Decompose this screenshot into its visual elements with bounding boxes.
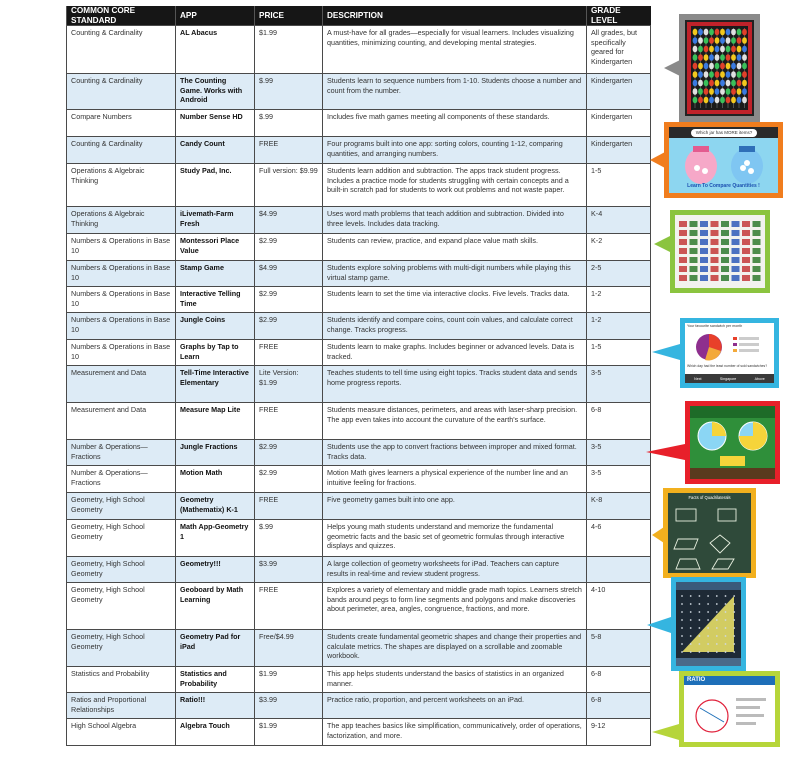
cell-standard: Compare Numbers <box>67 110 176 137</box>
candy-caption: Learn To Compare Quantities ! <box>687 183 760 189</box>
cell-app: Number Sense HD <box>176 110 255 137</box>
cell-description: Uses word math problems that teach addition and subtraction. Divided into three levels. Includes data tracking. <box>323 207 587 234</box>
cell-grade: 3-5 <box>587 466 651 493</box>
cell-standard: Geometry, High School Geometry <box>67 583 176 630</box>
cell-standard: Operations & Algebraic Thinking <box>67 207 176 234</box>
montessori-screenshot <box>670 210 770 293</box>
graph-btn-above[interactable]: Above <box>754 376 765 381</box>
cell-description: Teaches students to tell time using eight topics. Tracks student data and sends home progress reports. <box>323 366 587 403</box>
cell-app: Geometry (Mathematix) K-1 <box>176 493 255 520</box>
candy-prompt: Which jar has MORE items? <box>691 129 757 137</box>
cell-price: $2.99 <box>255 440 323 466</box>
cell-app: Measure Map Lite <box>176 403 255 440</box>
place-value-grid-icon <box>675 215 765 288</box>
table-row <box>67 287 651 313</box>
cell-description: Students learn to make graphs. Includes beginner or advanced levels. Data is tracked. <box>323 340 587 366</box>
table-row <box>67 261 651 287</box>
cell-standard: Numbers & Operations in Base 10 <box>67 287 176 313</box>
cell-app: Study Pad, Inc. <box>176 164 255 207</box>
table-row <box>67 403 651 440</box>
cell-grade: K-8 <box>587 493 651 520</box>
cell-grade: K-4 <box>587 207 651 234</box>
cell-price: $1.99 <box>255 719 323 746</box>
cell-grade: 5-8 <box>587 630 651 667</box>
cell-app: Candy Count <box>176 137 255 164</box>
cell-description: Students measure distances, perimeters, and areas with laser-sharp precision. The app even takes into account the curvature of the earth's surface. <box>323 403 587 440</box>
cell-description: Five geometry games built into one app. <box>323 493 587 520</box>
cell-app: Geoboard by Math Learning <box>176 583 255 630</box>
table-row <box>67 164 651 207</box>
cell-description: Motion Math gives learners a physical experience of the number line and an intuitive feeling for fractions. <box>323 466 587 493</box>
table-row <box>67 557 651 583</box>
table-row <box>67 719 651 746</box>
cell-price: $2.99 <box>255 313 323 340</box>
abacus-icon <box>685 20 754 116</box>
cell-app: Tell-Time Interactive Elementary <box>176 366 255 403</box>
cell-price: FREE <box>255 583 323 630</box>
cell-grade <box>587 557 651 583</box>
cell-grade: K-2 <box>587 234 651 261</box>
cell-app: Graphs by Tap to Learn <box>176 340 255 366</box>
cell-description: Students learn to sequence numbers from 1-10. Students choose a number and count from the number. <box>323 74 587 110</box>
quadrilaterals-icon <box>668 503 751 573</box>
cell-price: FREE <box>255 403 323 440</box>
table-row <box>67 340 651 366</box>
col-description: DESCRIPTION <box>323 6 587 26</box>
cell-price: $4.99 <box>255 261 323 287</box>
cell-price: $3.99 <box>255 557 323 583</box>
cell-grade: 3-5 <box>587 440 651 466</box>
ratio-logo: RATIO <box>687 677 706 683</box>
cell-app: Geometry Pad for iPad <box>176 630 255 667</box>
cell-standard: Numbers & Operations in Base 10 <box>67 234 176 261</box>
col-app: APP <box>176 6 255 26</box>
cell-description: Includes five math games meeting all components of these standards. <box>323 110 587 137</box>
candy-count-screenshot <box>664 122 783 198</box>
col-standard: COMMON CORE STANDARD <box>67 6 176 26</box>
cell-app: The Counting Game. Works with Android <box>176 74 255 110</box>
cell-standard: Geometry, High School Geometry <box>67 493 176 520</box>
cell-grade: 6-8 <box>587 403 651 440</box>
cell-app: Motion Math <box>176 466 255 493</box>
pie-chart-icon <box>685 331 774 363</box>
cell-app: Geometry!!! <box>176 557 255 583</box>
table-row <box>67 366 651 403</box>
cell-description: Practice ratio, proportion, and percent worksheets on an iPad. <box>323 693 587 719</box>
table-row <box>67 207 651 234</box>
cell-grade: 4-10 <box>587 583 651 630</box>
cell-standard: Number & Operations—Fractions <box>67 466 176 493</box>
cell-grade: Kindergarten <box>587 137 651 164</box>
cell-grade: 1-2 <box>587 287 651 313</box>
cell-description: Students identify and compare coins, count coin values, and calculate correct change. Tracks progress. <box>323 313 587 340</box>
cell-price: FREE <box>255 493 323 520</box>
col-grade: GRADE LEVEL <box>587 6 651 26</box>
cell-description: Explores a variety of elementary and middle grade math topics. Learners stretch bands around pegs to form line segments and polygons and make discoveries about perimeter, area, angles, congruence, fractions, and more. <box>323 583 587 630</box>
cell-app: Algebra Touch <box>176 719 255 746</box>
cell-price: FREE <box>255 340 323 366</box>
ratio-diagram-icon <box>684 686 775 742</box>
cell-price: $.99 <box>255 74 323 110</box>
cell-description: Students learn to set the time via interactive clocks. Five levels. Tracks data. <box>323 287 587 313</box>
apps-table <box>66 6 651 746</box>
cell-app: Math App-Geometry 1 <box>176 520 255 557</box>
fraction-circles-icon <box>690 406 775 479</box>
cell-price: $2.99 <box>255 287 323 313</box>
cell-app: Ratio!!! <box>176 693 255 719</box>
cell-app: Montessori Place Value <box>176 234 255 261</box>
cell-standard: Geometry, High School Geometry <box>67 630 176 667</box>
cell-description: This app helps students understand the basics of statistics in an organized manner. <box>323 667 587 693</box>
cell-grade: All grades, but specifically geared for Kindergarten <box>587 26 651 74</box>
cell-grade: Kindergarten <box>587 74 651 110</box>
cell-description: Students create fundamental geometric shapes and change their properties and calculate metrics. The shapes are displayed on a scrollable and zoomable workbook. <box>323 630 587 667</box>
geoboard-icon <box>676 582 741 666</box>
cell-standard: Number & Operations—Fractions <box>67 440 176 466</box>
header-row <box>67 6 651 26</box>
cell-standard: Counting & Cardinality <box>67 26 176 74</box>
cell-grade: 1-5 <box>587 164 651 207</box>
table-row <box>67 520 651 557</box>
cell-standard: Ratios and Proportional Relationships <box>67 693 176 719</box>
geoboard-screenshot <box>671 577 746 671</box>
cell-grade: 1-2 <box>587 313 651 340</box>
cell-description: Students explore solving problems with multi-digit numbers while playing this virtual stamp game. <box>323 261 587 287</box>
col-price: PRICE <box>255 6 323 26</box>
cell-app: Stamp Game <box>176 261 255 287</box>
table-row <box>67 466 651 493</box>
cell-grade: 9-12 <box>587 719 651 746</box>
cell-app: iLivemath-Farm Fresh <box>176 207 255 234</box>
cell-standard: Geometry, High School Geometry <box>67 520 176 557</box>
table-row <box>67 583 651 630</box>
geometry-title: Facts of Quadrilaterals <box>688 495 731 500</box>
cell-standard: Statistics and Probability <box>67 667 176 693</box>
cell-standard: Measurement and Data <box>67 366 176 403</box>
cell-description: Four programs built into one app: sorting colors, counting 1-12, comparing quantities, and arranging numbers. <box>323 137 587 164</box>
cell-price: $2.99 <box>255 466 323 493</box>
cell-standard: High School Algebra <box>67 719 176 746</box>
cell-price: Lite Version: $1.99 <box>255 366 323 403</box>
cell-app: Jungle Coins <box>176 313 255 340</box>
cell-standard: Numbers & Operations in Base 10 <box>67 340 176 366</box>
cell-price: Free/$4.99 <box>255 630 323 667</box>
graph-btn-singapore[interactable]: Singapore <box>719 376 737 381</box>
cell-price: $3.99 <box>255 693 323 719</box>
ratio-screenshot <box>679 671 780 747</box>
cell-app: Statistics and Probability <box>176 667 255 693</box>
cell-grade: 2-5 <box>587 261 651 287</box>
cell-price: $.99 <box>255 520 323 557</box>
table-row <box>67 74 651 110</box>
table-row <box>67 110 651 137</box>
cell-grade: 3-5 <box>587 366 651 403</box>
cell-grade: 6-8 <box>587 693 651 719</box>
cell-app: AL Abacus <box>176 26 255 74</box>
table-row <box>67 234 651 261</box>
table-row <box>67 630 651 667</box>
cell-price: $1.99 <box>255 26 323 74</box>
cell-description: Students learn addition and subtraction. The apps track student progress. Includes a practice mode for students struggling with certain concepts and a built-in scratch pad for students to work out problems and not waste paper. <box>323 164 587 207</box>
abacus-screenshot <box>679 14 760 122</box>
cell-description: Helps young math students understand and memorize the fundamental geometric facts and the basic set of geometric formulas through interactive displays and quizzes. <box>323 520 587 557</box>
cell-grade: Kindergarten <box>587 110 651 137</box>
cell-app: Interactive Telling Time <box>176 287 255 313</box>
table-row <box>67 26 651 74</box>
cell-description: A must-have for all grades—especially for visual learners. Includes visualizing quantities, minimizing counting, and developing mental strategies. <box>323 26 587 74</box>
cell-grade: 4-6 <box>587 520 651 557</box>
jungle-fractions-screenshot <box>685 401 780 484</box>
cell-price: FREE <box>255 137 323 164</box>
cell-standard: Counting & Cardinality <box>67 74 176 110</box>
table-row <box>67 667 651 693</box>
graph-btn-next[interactable]: Next <box>694 376 702 381</box>
cell-price: $.99 <box>255 110 323 137</box>
graphs-screenshot <box>680 318 779 388</box>
table-row <box>67 440 651 466</box>
cell-standard: Operations & Algebraic Thinking <box>67 164 176 207</box>
cell-standard: Numbers & Operations in Base 10 <box>67 261 176 287</box>
graph-title: Your favourite sandwich per month <box>687 324 743 328</box>
cell-price: $1.99 <box>255 667 323 693</box>
table-row <box>67 493 651 520</box>
cell-standard: Measurement and Data <box>67 403 176 440</box>
table-row <box>67 313 651 340</box>
cell-app: Jungle Fractions <box>176 440 255 466</box>
cell-standard: Numbers & Operations in Base 10 <box>67 313 176 340</box>
cell-grade: 1-5 <box>587 340 651 366</box>
cell-grade: 6-8 <box>587 667 651 693</box>
cell-price: $4.99 <box>255 207 323 234</box>
cell-description: Students use the app to convert fractions between improper and mixed format. Tracks data. <box>323 440 587 466</box>
cell-description: A large collection of geometry worksheets for iPad. Teachers can capture results in real-time and review student progress. <box>323 557 587 583</box>
cell-price: Full version: $9.99 <box>255 164 323 207</box>
cell-price: $2.99 <box>255 234 323 261</box>
geometry-screenshot <box>663 488 756 578</box>
table-row <box>67 693 651 719</box>
graph-question: Which day had the least number of sold sandwiches? <box>687 364 768 368</box>
cell-standard: Geometry, High School Geometry <box>67 557 176 583</box>
cell-standard: Counting & Cardinality <box>67 137 176 164</box>
table-row <box>67 137 651 164</box>
cell-description: Students can review, practice, and expand place value math skills. <box>323 234 587 261</box>
cell-description: The app teaches basics like simplification, communicatively, order of operations, factorization, and more. <box>323 719 587 746</box>
